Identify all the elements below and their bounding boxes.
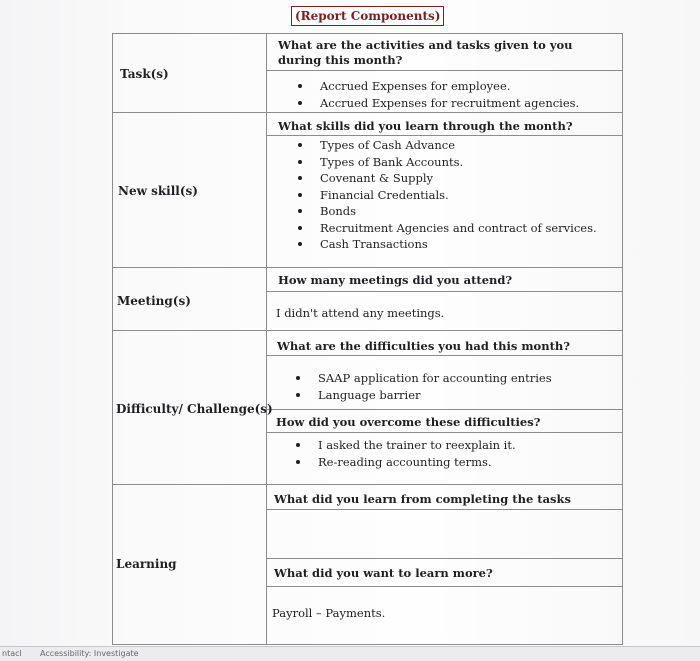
difficulty-label: Difficulty/ Challenge(s): [116, 402, 273, 416]
skills-question: What skills did you learn through the month?: [278, 119, 573, 133]
learning-question: What did you learn from completing the tasks: [274, 492, 571, 506]
list-item: SAAP application for accounting entries: [294, 370, 552, 387]
tasks-question-divider: [266, 70, 623, 71]
overcome-answer-list: [294, 437, 516, 470]
overcome-question-divider: [266, 432, 623, 433]
list-item: Recruitment Agencies and contract of services.: [296, 220, 597, 237]
meetings-question-divider: [266, 291, 623, 292]
list-item: Re-reading accounting terms.: [294, 454, 516, 471]
list-item: Bonds: [296, 203, 597, 220]
tasks-answer-list: [296, 78, 579, 111]
new-skills-label: New skill(s): [118, 184, 198, 198]
tasks-question: What are the activities and tasks given to you during this month?: [278, 38, 573, 67]
row-divider-meetings: [112, 330, 623, 331]
list-item: Types of Cash Advance: [296, 137, 597, 154]
meetings-answer: I didn't attend any meetings.: [276, 306, 445, 320]
list-item: Types of Bank Accounts.: [296, 154, 597, 171]
meetings-label: Meeting(s): [117, 294, 191, 308]
status-bar: [0, 646, 700, 661]
table-bottom-border: [112, 644, 623, 645]
tasks-label: Task(s): [120, 67, 169, 81]
difficulty-answer-list: [294, 370, 552, 403]
difficulty-question-divider: [266, 355, 623, 356]
skills-answer-list: [296, 137, 597, 253]
list-item: Cash Transactions: [296, 236, 597, 253]
overcome-question: How did you overcome these difficulties?: [276, 415, 541, 429]
meetings-question: How many meetings did you attend?: [278, 273, 513, 287]
learn-more-question: What did you want to learn more?: [274, 566, 493, 580]
status-bar-left-text: ntacl: [2, 649, 22, 658]
learn-more-answer: Payroll – Payments.: [272, 606, 386, 620]
list-item: Accrued Expenses for employee.: [296, 78, 579, 95]
list-item: I asked the trainer to reexplain it.: [294, 437, 516, 454]
row-divider-tasks: [112, 112, 623, 113]
difficulty-question: What are the difficulties you had this month?: [277, 339, 570, 353]
difficulty-sub-divider: [266, 409, 623, 410]
table-top-border: [112, 33, 623, 34]
table-right-border: [622, 33, 623, 645]
accessibility-status[interactable]: Accessibility: Investigate: [40, 649, 139, 658]
list-item: Financial Credentials.: [296, 187, 597, 204]
table-left-border: [112, 33, 113, 645]
skills-question-divider: [266, 135, 623, 136]
list-item: Accrued Expenses for recruitment agencies.: [296, 95, 579, 112]
learning-label: Learning: [116, 557, 177, 571]
list-item: Language barrier: [294, 387, 552, 404]
row-divider-skills: [112, 267, 623, 268]
list-item: Covenant & Supply: [296, 170, 597, 187]
learning-question-divider-2: [266, 586, 623, 587]
report-title: (Report Components): [291, 6, 444, 26]
table-column-divider: [266, 33, 267, 645]
row-divider-difficulty: [112, 484, 623, 485]
learning-question-divider-1: [266, 509, 623, 510]
learning-sub-divider: [266, 558, 623, 559]
